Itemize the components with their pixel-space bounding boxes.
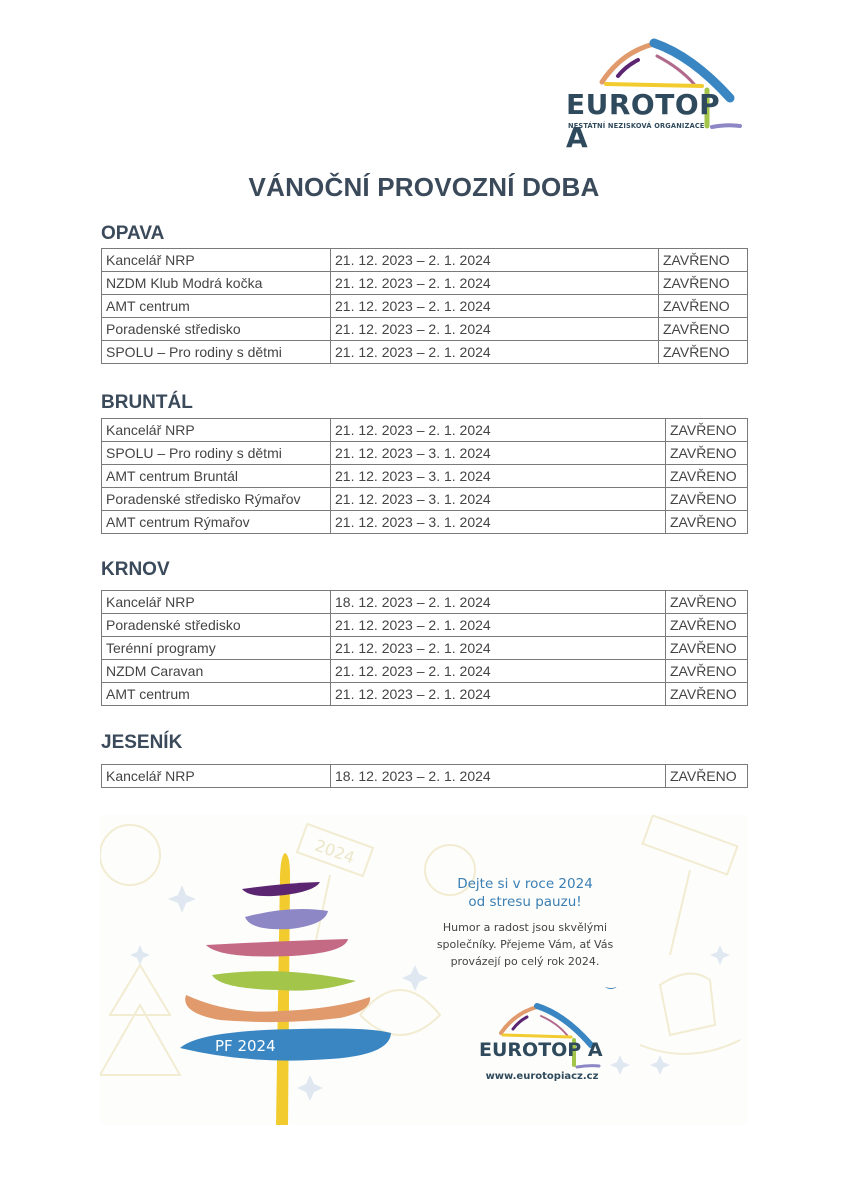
smiley-icon: ‿ (606, 975, 616, 989)
table-row (102, 614, 748, 637)
schedule-table (101, 590, 748, 706)
place-cell: Poradenské středisko Rýmařov (102, 488, 331, 511)
table-row (102, 637, 748, 660)
place-cell: NZDM Caravan (102, 660, 331, 683)
table-row (102, 511, 748, 534)
card-message-line: společníky. Přejeme Vám, ať Vás (436, 938, 614, 951)
table-row (102, 419, 748, 442)
sign-doodle-icon (643, 816, 738, 875)
dates-cell: 18. 12. 2023 – 2. 1. 2024 (331, 765, 666, 788)
dates-cell: 21. 12. 2023 – 2. 1. 2024 (331, 614, 666, 637)
status-cell: ZAVŘENO (666, 683, 748, 706)
schedule-table (101, 764, 748, 788)
place-cell: AMT centrum Bruntál (102, 465, 331, 488)
status-cell: ZAVŘENO (659, 341, 748, 364)
status-cell: ZAVŘENO (666, 419, 748, 442)
table-row (102, 442, 748, 465)
dates-cell: 21. 12. 2023 – 2. 1. 2024 (331, 272, 659, 295)
card-message (425, 919, 625, 970)
table-row (102, 683, 748, 706)
status-cell: ZAVŘENO (666, 591, 748, 614)
ornament-doodle-icon (100, 825, 160, 885)
place-cell: Kancelář NRP (102, 249, 331, 272)
status-cell: ZAVŘENO (659, 295, 748, 318)
place-cell: Kancelář NRP (102, 765, 331, 788)
status-cell: ZAVŘENO (659, 272, 748, 295)
card-heading-line: Dejte si v roce 2024 (457, 876, 593, 892)
place-cell: Poradenské středisko (102, 614, 331, 637)
place-cell: Kancelář NRP (102, 419, 331, 442)
pf-greeting-card (100, 815, 747, 1125)
section-heading: OPAVA (101, 223, 165, 244)
status-cell: ZAVŘENO (666, 465, 748, 488)
logo-wordmark: EUROTOP A (566, 88, 721, 154)
table-row (102, 465, 748, 488)
section-heading: KRNOV (101, 559, 170, 580)
status-cell: ZAVŘENO (666, 660, 748, 683)
section-bruntal (101, 391, 747, 534)
dates-cell: 21. 12. 2023 – 2. 1. 2024 (331, 419, 666, 442)
dates-cell: 21. 12. 2023 – 3. 1. 2024 (331, 488, 666, 511)
section-heading: JESENÍK (101, 732, 183, 753)
section-heading: BRUNTÁL (101, 392, 193, 413)
status-cell: ZAVŘENO (659, 318, 748, 341)
rocking-horse-doodle-icon (640, 974, 740, 1054)
section-opava (101, 222, 747, 364)
doodle-background (100, 815, 747, 1125)
card-message-line: provázejí po celý rok 2024. (450, 955, 600, 968)
dates-cell: 18. 12. 2023 – 2. 1. 2024 (331, 591, 666, 614)
pf-label: PF 2024 (215, 1037, 276, 1055)
dates-cell: 21. 12. 2023 – 3. 1. 2024 (331, 511, 666, 534)
tree-branch-blue-icon (180, 1029, 391, 1061)
status-cell: ZAVŘENO (666, 488, 748, 511)
sign-text: 2024 (312, 835, 358, 868)
dates-cell: 21. 12. 2023 – 2. 1. 2024 (331, 318, 659, 341)
dates-cell: 21. 12. 2023 – 2. 1. 2024 (331, 249, 659, 272)
section-jesenik (101, 731, 747, 788)
card-heading (440, 875, 610, 911)
place-cell: Terénní programy (102, 637, 331, 660)
tree-branch-pink-icon (206, 939, 348, 957)
place-cell: AMT centrum (102, 683, 331, 706)
status-cell: ZAVŘENO (666, 511, 748, 534)
status-cell: ZAVŘENO (666, 442, 748, 465)
dates-cell: 21. 12. 2023 – 2. 1. 2024 (331, 341, 659, 364)
tree-branch-lavender-icon (245, 909, 328, 929)
status-cell: ZAVŘENO (659, 249, 748, 272)
place-cell: AMT centrum Rýmařov (102, 511, 331, 534)
dates-cell: 21. 12. 2023 – 2. 1. 2024 (331, 683, 666, 706)
dates-cell: 21. 12. 2023 – 3. 1. 2024 (331, 465, 666, 488)
place-cell: SPOLU – Pro rodiny s dětmi (102, 341, 331, 364)
table-row (102, 249, 748, 272)
status-cell: ZAVŘENO (666, 765, 748, 788)
tree-doodle-icon (100, 965, 180, 1075)
dates-cell: 21. 12. 2023 – 2. 1. 2024 (331, 295, 659, 318)
status-cell: ZAVŘENO (666, 637, 748, 660)
tree-branch-green-icon (212, 971, 356, 990)
logo-subtitle: NESTÁTNÍ NEZISKOVÁ ORGANIZACE (568, 122, 705, 130)
table-row (102, 295, 748, 318)
section-krnov (101, 558, 747, 706)
eurotopia-logo (562, 38, 752, 154)
table-row (102, 765, 748, 788)
card-logo-wordmark: EUROTOP A (479, 1039, 603, 1061)
table-row (102, 318, 748, 341)
schedule-table (101, 418, 748, 534)
status-cell: ZAVŘENO (666, 614, 748, 637)
table-row (102, 591, 748, 614)
dates-cell: 21. 12. 2023 – 2. 1. 2024 (331, 660, 666, 683)
card-message-line: Humor a radost jsou skvělými (442, 921, 608, 934)
place-cell: SPOLU – Pro rodiny s dětmi (102, 442, 331, 465)
schedule-table (101, 248, 748, 364)
page-title: VÁNOČNÍ PROVOZNÍ DOBA (248, 172, 600, 202)
dates-cell: 21. 12. 2023 – 2. 1. 2024 (331, 637, 666, 660)
table-row (102, 660, 748, 683)
snowflake-doodles (130, 885, 730, 1101)
card-website-link[interactable]: www.eurotopiacz.cz (485, 1071, 599, 1082)
table-row (102, 341, 748, 364)
place-cell: NZDM Klub Modrá kočka (102, 272, 331, 295)
tree-branch-orange-icon (185, 995, 370, 1022)
place-cell: Kancelář NRP (102, 591, 331, 614)
place-cell: Poradenské středisko (102, 318, 331, 341)
dates-cell: 21. 12. 2023 – 3. 1. 2024 (331, 442, 666, 465)
table-row (102, 272, 748, 295)
table-row (102, 488, 748, 511)
place-cell: AMT centrum (102, 295, 331, 318)
card-heading-line: od stresu pauzu! (468, 894, 582, 910)
